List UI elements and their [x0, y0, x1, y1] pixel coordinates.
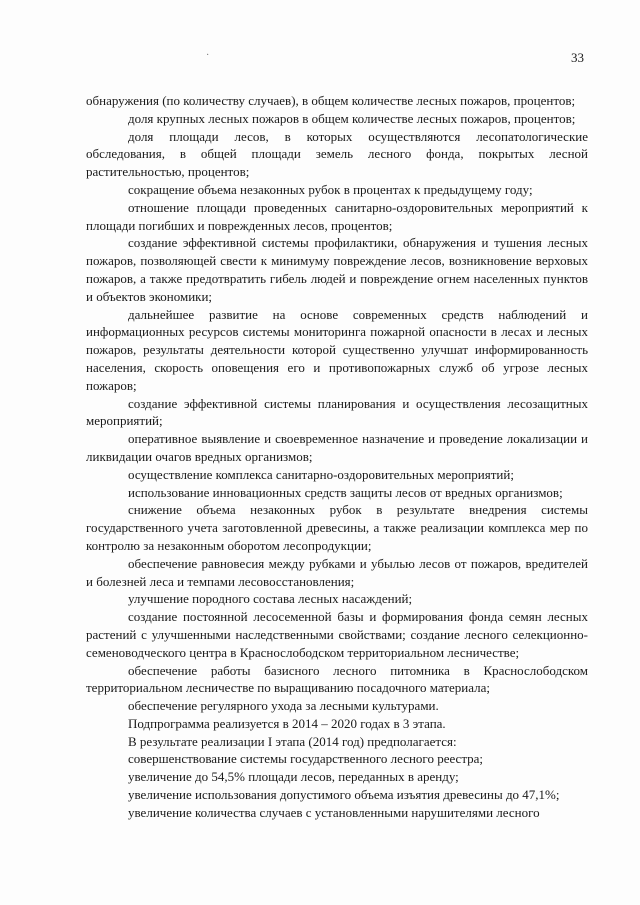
paragraph: В результате реализации I этапа (2014 год) предполагается:	[128, 733, 457, 749]
paragraph: обнаружения (по количеству случаев), в общем количестве лесных пожаров, процентов;	[86, 93, 576, 108]
paragraph: увеличение использования допустимого объема изъятия древесины до 47,1%;	[128, 787, 560, 803]
paragraph: создание эффективной системы профилактики, обнаружения и тушения лесных пожаров, позволяющей свести к минимуму повреждение лесов, возникновение верховых пожаров, а также предотвратить гибель людей и повреждение огнем населенных пунктов и объектов экономики;	[86, 235, 588, 304]
paragraph: сокращение объема незаконных рубок в процентах к предыдущему году;	[128, 181, 533, 197]
paragraph: обеспечение равновесия между рубками и убылью лесов от пожаров, вредителей и болезней леса и темпами лесовосстановления;	[86, 555, 588, 589]
paragraph: оперативное выявление и своевременное назначение и проведение локализации и ликвидации очагов вредных организмов;	[86, 431, 588, 464]
paragraph: дальнейшее развитие на основе современных средств наблюдений и информационных ресурсов системы мониторинга пожарной опасности в лесах и лесных пожаров, результаты деятельности которой существенно улучшат информированность населения, скорость оповещения его и противопожарных служб об угрозе лесных пожаров;	[86, 306, 588, 393]
paragraph: доля крупных лесных пожаров в общем количестве лесных пожаров, процентов;	[128, 110, 576, 126]
paragraph: создание постоянной лесосеменной базы и формирования фонда семян лесных растений с улучшенными наследственными свойствами; создание лесного селекционно-семеноводческого центра в Краснослободском территориальном лесничестве;	[86, 609, 588, 660]
page-number: 33	[571, 50, 584, 65]
paragraph: создание эффективной системы планирования и осуществления лесозащитных мероприятий;	[86, 395, 588, 429]
paragraph: увеличение количества случаев с установленными нарушителями лесного	[128, 804, 540, 820]
body-text	[86, 92, 588, 822]
paragraph: совершенствование системы государственного лесного реестра;	[128, 751, 484, 767]
paragraph: улучшение породного состава лесных насаждений;	[128, 591, 413, 607]
paragraph: отношение площади проведенных санитарно-оздоровительных мероприятий к площади погибших и поврежденных лесов, процентов;	[86, 199, 588, 233]
paragraph: осуществление комплекса санитарно-оздоровительных мероприятий;	[128, 466, 514, 482]
paragraph: обеспечение работы базисного лесного питомника в Краснослободском территориальном лесничестве по выращиванию посадочного материала;	[86, 662, 588, 696]
paragraph: обеспечение регулярного ухода за лесными культурами.	[128, 698, 439, 714]
paragraph: доля площади лесов, в которых осуществляются лесопатологические обследования, в общей площади земель лесного фонда, покрытых лесной растительностью, процентов;	[86, 128, 588, 180]
paragraph: увеличение до 54,5% площади лесов, переданных в аренду;	[128, 769, 459, 785]
paragraph: Подпрограмма реализуется в 2014 – 2020 годах в 3 этапа.	[128, 715, 446, 731]
scan-speck: ·	[206, 50, 210, 61]
paragraph: использование инновационных средств защиты лесов от вредных организмов;	[128, 484, 563, 500]
paragraph: снижение объема незаконных рубок в результате внедрения системы государственного учета заготовленной древесины, а также реализации комплекса мер по контролю за незаконным оборотом лесопродукции;	[86, 502, 588, 553]
